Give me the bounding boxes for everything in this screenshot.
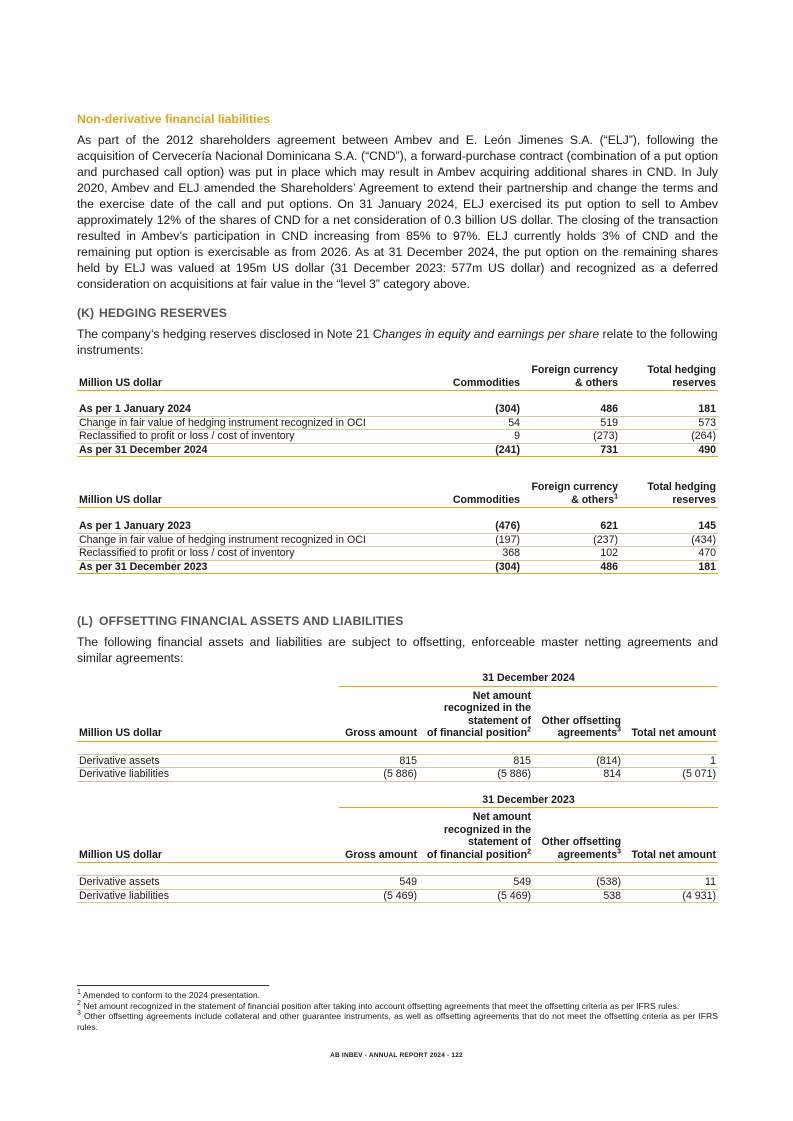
table-header-row <box>77 364 718 391</box>
col-header-label: Million US dollar <box>77 481 422 508</box>
table-total-row: As per 31 December 2024 (241) 731 490 <box>79 443 716 456</box>
col-header-other: Other offsetting agreements$^3$ <box>533 808 623 863</box>
hedging-section-title: HEDGING RESERVES <box>99 306 228 320</box>
hedging-intro: The company’s hedging reserves disclosed in Note 21 Changes in equity and earnings per share relate to the following instruments: <box>77 327 718 357</box>
table-row: Reclassified to profit or loss / cost of inventory 368 102 470 <box>79 547 716 559</box>
table-row: Change in fair value of hedging instrument recognized in OCI (197) (237) (434) <box>79 533 716 546</box>
offsetting-section-letter: (L) <box>77 614 93 628</box>
hedging-table-2024 <box>77 364 718 457</box>
col-header-commodities: Commodities <box>422 481 522 508</box>
table-header-row <box>77 686 718 741</box>
col-header-commodities: Commodities <box>422 364 522 391</box>
page-footer: AB INBEV - ANNUAL REPORT 2024 - 122 <box>330 1052 463 1059</box>
footnote: $^2$ Net amount recognized in the statement of financial position after taking into account offsetting agreements that meet the offsetting criteria as per IFRS rules. <box>77 999 680 1011</box>
footnote: $^3$ Other offsetting agreements include collateral and other guarantee instruments, as well as offsetting agreements that do not meet the offsetting criteria as per IFRS rules. <box>77 1010 718 1032</box>
table-group-row <box>77 794 718 808</box>
col-header-label: Million US dollar <box>77 686 339 741</box>
offsetting-intro: The following financial assets and liabilities are subject to offsetting, enforceable master netting agreements and similar agreements: <box>77 635 718 665</box>
offsetting-table-2023 <box>77 794 718 904</box>
nonderivative-heading: Non-derivative financial liabilities <box>77 112 271 126</box>
col-header-net: Net amount recognized in the statement of of financial position$^2$ <box>419 808 533 863</box>
hedging-section-letter: (K) <box>77 306 95 320</box>
table-row: As per 1 January 2024 (304) 486 181 <box>79 403 716 415</box>
page-content <box>77 112 718 903</box>
col-header-fx: Foreign currency & others$^1$ <box>522 481 620 508</box>
table-row: Derivative liabilities (5 469) (5 469) 538 (4 931) <box>79 889 716 902</box>
footnotes <box>77 990 718 1032</box>
hedging-section-heading <box>77 306 718 320</box>
offsetting-section-title: OFFSETTING FINANCIAL ASSETS AND LIABILITIES <box>99 614 404 628</box>
col-header-gross: Gross amount <box>339 808 419 863</box>
table-row: Change in fair value of hedging instrument recognized in OCI 54 519 573 <box>79 416 716 429</box>
footnote-divider <box>77 985 269 986</box>
table-row: Derivative liabilities (5 886) (5 886) 814 (5 071) <box>79 768 716 780</box>
nonderivative-paragraph: As part of the 2012 shareholders agreement between Ambev and E. León Jimenes S.A. (“ELJ”), following the acquisition of Cervecería Nacional Dominicana S.A. (“CND”), a forward-purchase contract (combination of a put option and purchased call option) was put in place which may result in Ambev acquiring additional shares in CND. In July 2020, Ambev and ELJ amended the Shareholders’ Agreement to extend their partnership and change the terms and the exercise date of the call and put options. On 31 January 2024, ELJ exercised its put option to sell to Ambev approximately 12% of the shares of CND for a net consideration of 0.3 billion US dollar. The closing of the transaction resulted in Ambev’s participation in CND increasing from 85% to 97%. ELJ currently holds 3% of CND and the remaining put option is exercisable as from 2026. As at 31 December 2024, the put option on the remaining shares held by ELJ was valued at 195m US dollar (31 December 2023: 577m US dollar) and recognized as a deferred consideration on acquisitions at fair value in the “level 3” category above. <box>77 133 718 291</box>
table-row: Derivative assets 549 549 (538) 11 <box>79 876 716 888</box>
col-header-gross: Gross amount <box>339 686 419 741</box>
col-header-fx: Foreign currency & others <box>522 364 620 391</box>
table-total-row: As per 31 December 2023 (304) 486 181 <box>79 560 716 573</box>
col-header-other: Other offsetting agreements$^3$ <box>533 686 623 741</box>
period-header: 31 December 2023 <box>339 794 718 808</box>
footnote: $^1$ Amended to conform to the 2024 presentation. <box>77 989 261 1000</box>
col-header-label: Million US dollar <box>77 808 339 863</box>
table-header-row <box>77 808 718 863</box>
table-row: Reclassified to profit or loss / cost of inventory 9 (273) (264) <box>79 430 716 442</box>
col-header-total: Total hedging reserves <box>620 364 718 391</box>
col-header-total: Total net amount <box>623 686 718 741</box>
offsetting-section-heading <box>77 614 718 628</box>
table-row: Derivative assets 815 815 (814) 1 <box>79 754 716 767</box>
col-header-total: Total net amount <box>623 808 718 863</box>
table-row: As per 1 January 2023 (476) 621 145 <box>79 520 716 532</box>
col-header-net: Net amount recognized in the statement of of financial position$^2$ <box>419 686 533 741</box>
offsetting-table-2024 <box>77 672 718 782</box>
table-group-row <box>77 672 718 686</box>
hedging-table-2023 <box>77 481 718 574</box>
col-header-label: Million US dollar <box>77 364 422 391</box>
col-header-total: Total hedging reserves <box>620 481 718 508</box>
period-header: 31 December 2024 <box>339 672 718 686</box>
table-header-row <box>77 481 718 508</box>
